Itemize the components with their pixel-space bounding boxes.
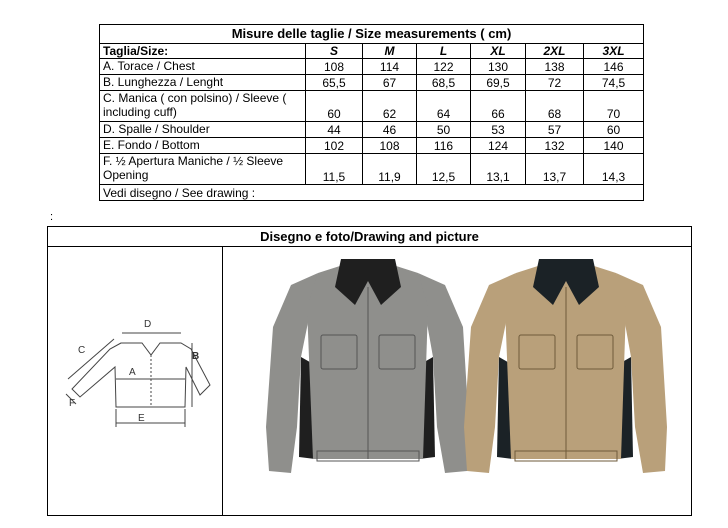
row-label: C. Manica ( con polsino) / Sleeve ( including cuff) bbox=[100, 91, 306, 122]
size-xl: XL bbox=[471, 44, 526, 59]
cell: 116 bbox=[417, 138, 471, 154]
size-2xl: 2XL bbox=[526, 44, 584, 59]
cell: 74,5 bbox=[584, 75, 644, 91]
row-label: E. Fondo / Bottom bbox=[100, 138, 306, 154]
size-header-label: Taglia/Size: bbox=[100, 44, 306, 59]
table-title: Misure delle taglie / Size measurements ( cm) bbox=[100, 25, 644, 44]
cell: 114 bbox=[363, 59, 417, 75]
table-row-chest bbox=[100, 59, 644, 75]
row-label: F. ½ Apertura Maniche / ½ Sleeve Opening bbox=[100, 154, 306, 185]
cell: 70 bbox=[584, 91, 644, 122]
cell: 68,5 bbox=[417, 75, 471, 91]
size-l: L bbox=[417, 44, 471, 59]
product-photos-svg bbox=[223, 247, 691, 515]
cell: 11,5 bbox=[306, 154, 363, 185]
khaki-jacket-photo bbox=[464, 259, 667, 473]
cell: 140 bbox=[584, 138, 644, 154]
jacket-outline bbox=[72, 343, 210, 407]
cell: 69,5 bbox=[471, 75, 526, 91]
cell: 14,3 bbox=[584, 154, 644, 185]
cell: 57 bbox=[526, 122, 584, 138]
cell: 12,5 bbox=[417, 154, 471, 185]
see-drawing-note: Vedi disegno / See drawing : bbox=[100, 185, 644, 201]
cell: 72 bbox=[526, 75, 584, 91]
cell: 13,7 bbox=[526, 154, 584, 185]
table-row-length bbox=[100, 75, 644, 91]
label-e: E bbox=[138, 413, 145, 424]
cell: 60 bbox=[306, 91, 363, 122]
jacket-diagram-svg bbox=[48, 247, 222, 515]
cell: 146 bbox=[584, 59, 644, 75]
size-s: S bbox=[306, 44, 363, 59]
cell: 11,9 bbox=[363, 154, 417, 185]
cell: 66 bbox=[471, 91, 526, 122]
product-photos bbox=[223, 247, 691, 515]
cell: 64 bbox=[417, 91, 471, 122]
cell: 46 bbox=[363, 122, 417, 138]
table-row-shoulder bbox=[100, 122, 644, 138]
cell: 130 bbox=[471, 59, 526, 75]
drawing-panel bbox=[47, 226, 692, 516]
cell: 122 bbox=[417, 59, 471, 75]
size-header-row bbox=[100, 44, 644, 59]
table-row-sleeve-opening bbox=[100, 154, 644, 185]
measurement-diagram bbox=[48, 247, 223, 515]
cell: 67 bbox=[363, 75, 417, 91]
cell: 60 bbox=[584, 122, 644, 138]
label-a: A bbox=[129, 367, 136, 378]
stray-colon: : bbox=[50, 211, 54, 223]
cell: 132 bbox=[526, 138, 584, 154]
drawing-title: Disegno e foto/Drawing and picture bbox=[48, 227, 691, 247]
size-table bbox=[99, 24, 644, 201]
cell: 53 bbox=[471, 122, 526, 138]
cell: 65,5 bbox=[306, 75, 363, 91]
table-footer-row bbox=[100, 185, 644, 201]
label-b: B bbox=[192, 351, 200, 362]
size-m: M bbox=[363, 44, 417, 59]
row-label: B. Lunghezza / Lenght bbox=[100, 75, 306, 91]
cell: 108 bbox=[306, 59, 363, 75]
cell: 50 bbox=[417, 122, 471, 138]
cell: 44 bbox=[306, 122, 363, 138]
table-row-bottom bbox=[100, 138, 644, 154]
cell: 108 bbox=[363, 138, 417, 154]
label-d: D bbox=[144, 319, 152, 330]
cell: 124 bbox=[471, 138, 526, 154]
cell: 13,1 bbox=[471, 154, 526, 185]
cell: 102 bbox=[306, 138, 363, 154]
grey-jacket-photo bbox=[266, 259, 469, 473]
row-label: D. Spalle / Shoulder bbox=[100, 122, 306, 138]
row-label: A. Torace / Chest bbox=[100, 59, 306, 75]
cell: 138 bbox=[526, 59, 584, 75]
label-f: F bbox=[69, 398, 76, 409]
size-3xl: 3XL bbox=[584, 44, 644, 59]
cell: 62 bbox=[363, 91, 417, 122]
table-row-sleeve bbox=[100, 91, 644, 122]
label-c: C bbox=[78, 345, 86, 356]
cell: 68 bbox=[526, 91, 584, 122]
dim-c-line bbox=[68, 339, 114, 379]
